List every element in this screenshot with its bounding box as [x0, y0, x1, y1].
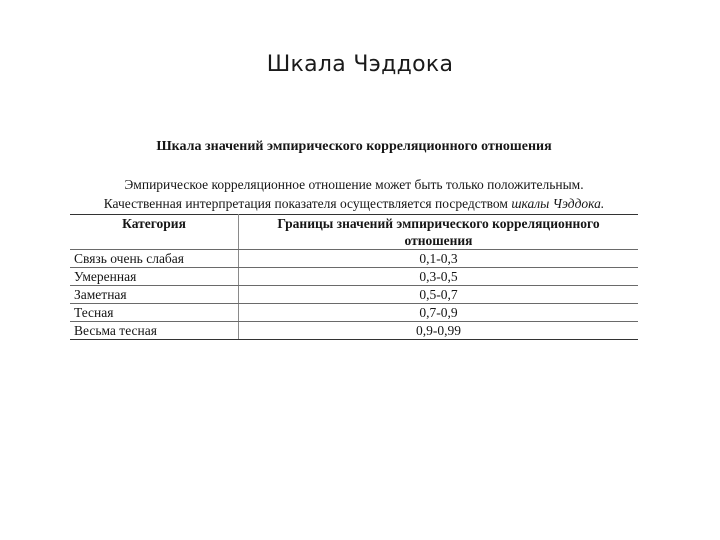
table-row: [70, 268, 638, 286]
header-category: Категория: [70, 215, 239, 250]
row-category: Заметная: [70, 286, 239, 304]
table-row: [70, 322, 638, 340]
row-range: 0,7-0,9: [239, 304, 639, 322]
document-heading: Шкала значений эмпирического корреляционного отношения: [156, 139, 552, 154]
row-range: 0,3-0,5: [239, 268, 639, 286]
table-header-row: [70, 215, 638, 250]
row-category: Связь очень слабая: [70, 250, 239, 268]
row-category: Весьма тесная: [70, 322, 239, 340]
row-category: Умеренная: [70, 268, 239, 286]
document-image: [70, 138, 638, 340]
row-range: 0,9-0,99: [239, 322, 639, 340]
chaddock-scale-table: [70, 214, 638, 340]
slide-title: Шкала Чэддока: [266, 52, 454, 77]
row-range: 0,1-0,3: [239, 250, 639, 268]
table-row: [70, 286, 638, 304]
intro-line-2-text: Качественная интерпретация показателя осуществляется посредством: [103, 196, 512, 211]
header-bounds: Границы значений эмпирического корреляционного отношения: [239, 215, 639, 250]
intro-line-2: [70, 195, 638, 212]
intro-line-2-emphasis: шкалы Чэддока.: [511, 196, 605, 211]
row-category: Тесная: [70, 304, 239, 322]
intro-line-1: Эмпирическое корреляционное отношение может быть только положительным.: [124, 177, 584, 192]
row-range: 0,5-0,7: [239, 286, 639, 304]
table-row: [70, 304, 638, 322]
table-row: [70, 250, 638, 268]
